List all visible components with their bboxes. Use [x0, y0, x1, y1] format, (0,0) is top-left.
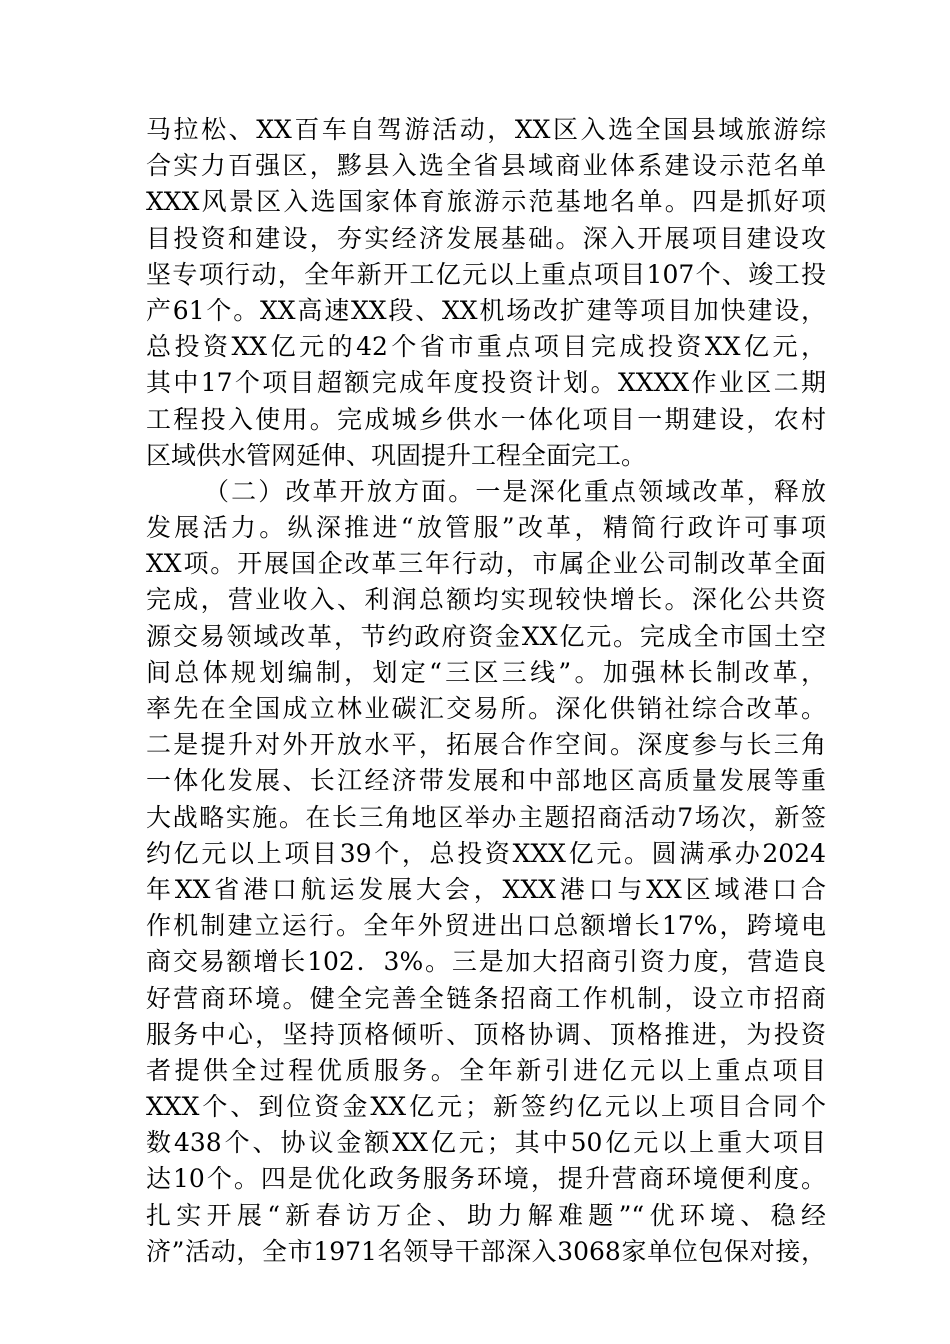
text-line: 达10个。四是优化政务服务环境，提升营商环境便利度。: [146, 1164, 826, 1194]
section-heading-line: （二）改革开放方面。一是深化重点领域改革，释放: [204, 476, 826, 506]
text-line: 马拉松、XX百车自驾游活动，XX区入选全国县域旅游综: [146, 115, 826, 144]
text-line: 坚专项行动，全年新开工亿元以上重点项目107个、竣工投: [146, 259, 826, 289]
text-line: 服务中心，坚持顶格倾听、顶格协调、顶格推进，为投资: [146, 1019, 826, 1049]
text-line: 率先在全国成立林业碳汇交易所。深化供销社综合改革。: [146, 694, 826, 723]
text-line: XXX风景区入选国家体育旅游示范基地名单。四是抓好项: [146, 187, 826, 217]
text-line: 工程投入使用。完成城乡供水一体化项目一期建设，农村: [146, 404, 826, 434]
text-line: 大战略实施。在长三角地区举办主题招商活动7场次，新签: [146, 802, 826, 832]
text-line: 商交易额增长102．3%。三是加大招商引资力度，营造良: [146, 947, 826, 977]
text-line: 年XX省港口航运发展大会，XXX港口与XX区域港口合: [146, 874, 826, 904]
text-line: 扎实开展“新春访万企、助力解难题”“优环境、稳经: [146, 1200, 826, 1230]
text-line: 间总体规划编制，划定“三区三线”。加强林长制改革，: [146, 657, 826, 687]
text-line: 者提供全过程优质服务。全年新引进亿元以上重点项目: [146, 1055, 826, 1085]
text-line: 好营商环境。健全完善全链条招商工作机制，设立市招商: [146, 983, 826, 1013]
text-line: 目投资和建设，夯实经济发展基础。深入开展项目建设攻: [146, 223, 826, 253]
text-line: 济”活动，全市1971名领导干部深入3068家单位包保对接，: [146, 1236, 826, 1266]
text-line: XX项。开展国企改革三年行动，市属企业公司制改革全面: [146, 549, 826, 579]
text-line: 合实力百强区，黟县入选全省县域商业体系建设示范名单: [146, 151, 826, 181]
text-line: 完成，营业收入、利润总额均实现较快增长。深化公共资: [146, 585, 826, 615]
text-line: 二是提升对外开放水平，拓展合作空间。深度参与长三角: [146, 730, 826, 760]
text-line: 一体化发展、长江经济带发展和中部地区高质量发展等重: [146, 766, 826, 796]
text-line: 源交易领域改革，节约政府资金XX亿元。完成全市国土空: [146, 621, 826, 651]
text-line: 产61个。XX高速XX段、XX机场改扩建等项目加快建设，: [146, 295, 826, 325]
text-line: 总投资XX亿元的42个省市重点项目完成投资XX亿元，: [146, 332, 826, 362]
text-line: 数438个、协议金额XX亿元；其中50亿元以上重大项目: [146, 1128, 826, 1158]
text-line: 发展活力。纵深推进“放管服”改革，精简行政许可事项: [146, 513, 826, 543]
document-body-text: [146, 112, 826, 1270]
text-line: XXX个、到位资金XX亿元；新签约亿元以上项目合同个: [146, 1092, 826, 1122]
text-line: 作机制建立运行。全年外贸进出口总额增长17%，跨境电: [146, 911, 826, 941]
text-line: 约亿元以上项目39个，总投资XXX亿元。圆满承办2024: [146, 838, 826, 868]
text-line: 区域供水管网延伸、巩固提升工程全面完工。: [146, 440, 647, 470]
text-line: 其中17个项目超额完成年度投资计划。XXXX作业区二期: [146, 368, 826, 398]
